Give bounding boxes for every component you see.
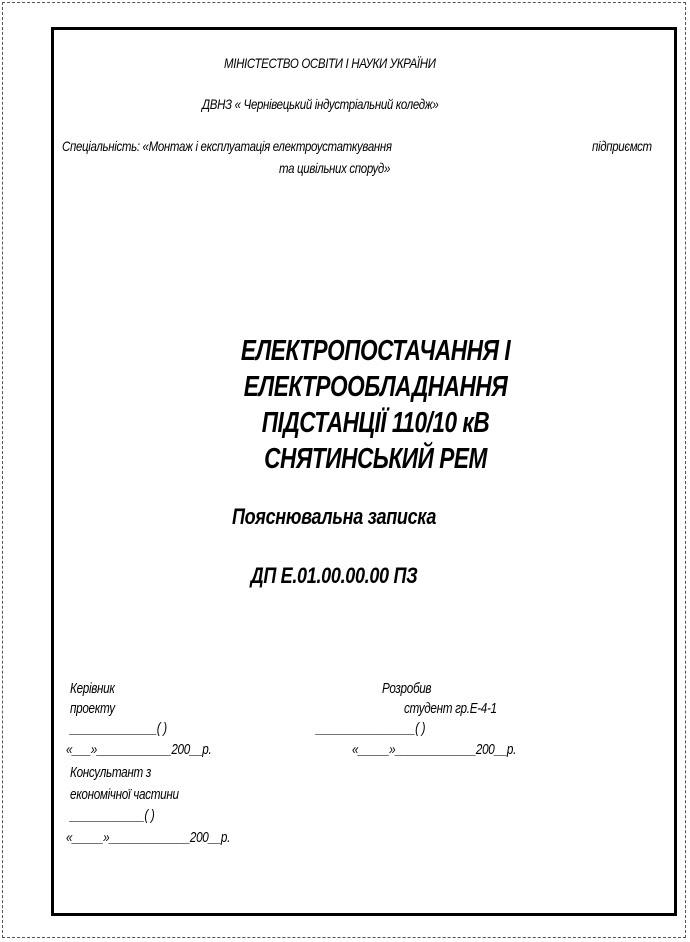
- title-line-3: ПІДСТАНЦІЇ 110/10 кВ: [261, 407, 490, 439]
- document-type: Пояснювальна записка: [231, 504, 437, 529]
- work-title: [150, 333, 600, 477]
- supervisor-label-1: Керівник: [70, 680, 115, 697]
- consultant-date-line: «_____»_____________200__р.: [66, 829, 231, 846]
- document-code: ДП Е.01.00.00.00 ПЗ: [250, 563, 418, 588]
- supervisor-signature-line: ______________( ): [70, 720, 167, 737]
- supervisor-label-2: проекту: [70, 700, 115, 717]
- ministry-heading: МІНІСТЕСТВО ОСВІТИ І НАУКИ УКРАЇНИ: [224, 55, 436, 71]
- developer-signature-line: ________________( ): [316, 720, 426, 737]
- specialty-line-1-end: підприємст: [592, 138, 652, 154]
- developer-label-2: студент гр.Е-4-1: [404, 700, 497, 717]
- title-line-2: ЕЛЕКТРООБЛАДНАННЯ: [243, 371, 508, 403]
- consultant-label-1: Консультант з: [70, 764, 151, 781]
- title-line-1: ЕЛЕКТРОПОСТАЧАННЯ І: [240, 335, 511, 367]
- developer-date-line: «_____»_____________200__р.: [352, 741, 517, 758]
- consultant-signature-line: ____________( ): [70, 807, 155, 824]
- title-line-4: СНЯТИНСЬКИЙ РЕМ: [264, 443, 487, 475]
- specialty-line-2: та цивільних споруд»: [279, 160, 391, 176]
- supervisor-date-line: «___»____________200__р.: [66, 741, 212, 758]
- college-name: ДВНЗ « Чернівецький індустріальний коледж»: [202, 96, 439, 112]
- specialty-line-1: Спеціальність: «Монтаж і експлуатація електроустаткування: [62, 138, 392, 154]
- consultant-label-2: економічної частини: [70, 786, 179, 803]
- developer-label-1: Розробив: [382, 680, 432, 697]
